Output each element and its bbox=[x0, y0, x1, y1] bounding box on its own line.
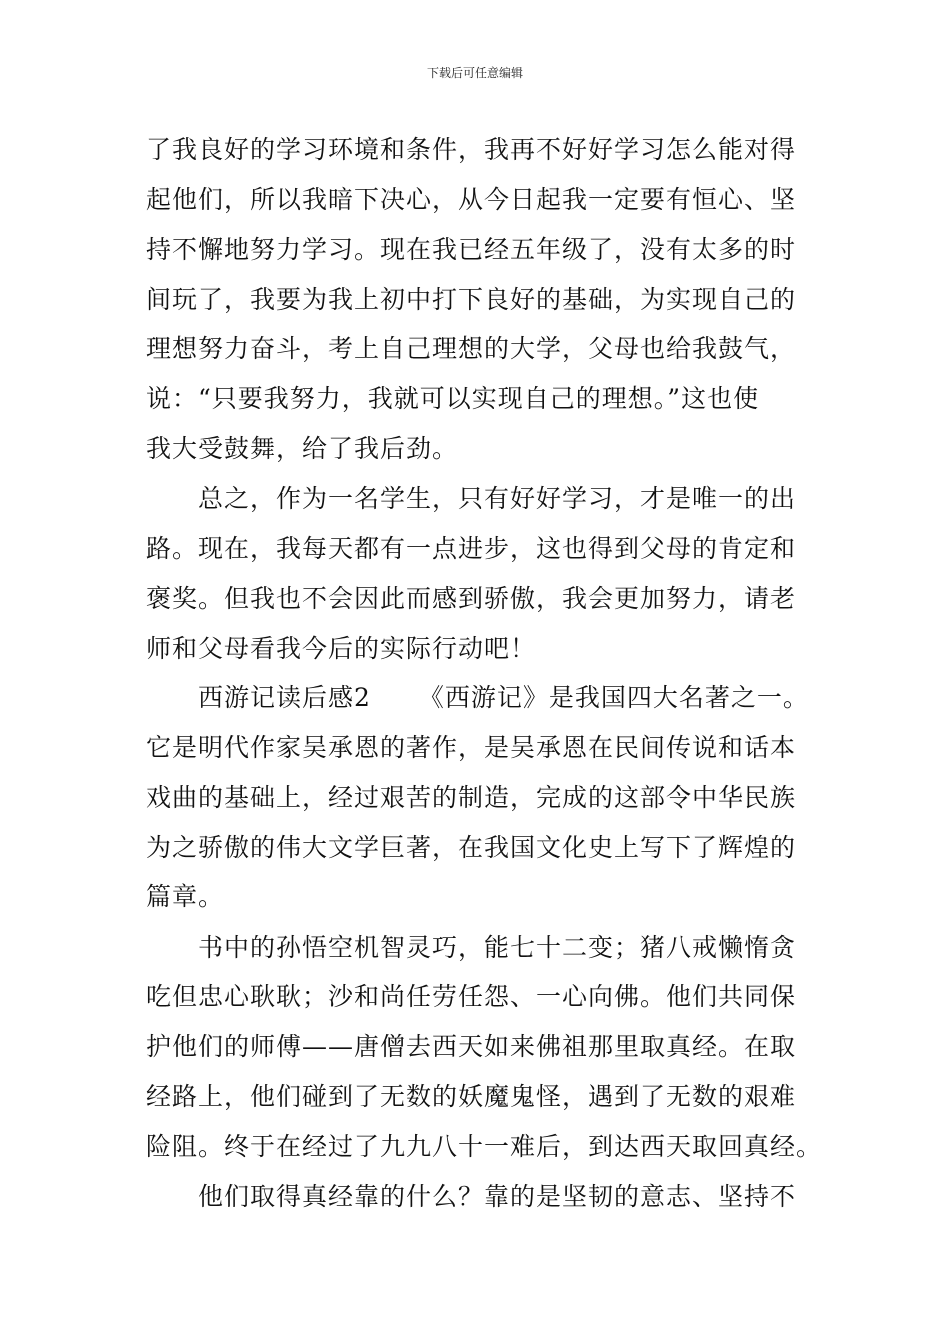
text-line: 了我良好的学习环境和条件，我再不好好学习怎么能对得 bbox=[146, 135, 797, 164]
text-line: 理想努力奋斗，考上自己理想的大学，父母也给我鼓气， bbox=[146, 334, 797, 363]
section-intro: 《西游记》是我国四大名著之一。 bbox=[418, 683, 809, 712]
text-line: 持不懈地努力学习。现在我已经五年级了，没有太多的时 bbox=[146, 235, 797, 264]
text-line: 间玩了，我要为我上初中打下良好的基础，为实现自己的 bbox=[146, 285, 797, 314]
text-line: 护他们的师傅——唐僧去西天如来佛祖那里取真经。在取 bbox=[146, 1032, 797, 1061]
text-line: 经路上，他们碰到了无数的妖魔鬼怪，遇到了无数的艰难 bbox=[146, 1082, 797, 1111]
paragraph-first-line: 总之，作为一名学生，只有好好学习，才是唯一的出 bbox=[198, 484, 797, 513]
text-line: 险阻。终于在经过了九九八十一难后，到达西天取回真经。 bbox=[146, 1132, 823, 1161]
text-line: 为之骄傲的伟大文学巨著，在我国文化史上写下了辉煌的 bbox=[146, 833, 797, 862]
text-line: 师和父母看我今后的实际行动吧！ bbox=[146, 634, 537, 663]
paragraph-first-line: 书中的孙悟空机智灵巧，能七十二变；猪八戒懒惰贪 bbox=[198, 933, 797, 962]
text-line: 说：“只要我努力，我就可以实现自己的理想。”这也使 bbox=[146, 384, 760, 413]
section-title: 西游记读后感2 bbox=[198, 683, 371, 712]
text-line: 起他们，所以我暗下决心，从今日起我一定要有恒心、坚 bbox=[146, 185, 797, 214]
text-line: 它是明代作家吴承恩的著作，是吴承恩在民间传说和话本 bbox=[146, 733, 797, 762]
page-header: 下载后可任意编辑 bbox=[426, 66, 523, 80]
text-line: 戏曲的基础上，经过艰苦的制造，完成的这部令中华民族 bbox=[146, 783, 797, 812]
text-line: 吃但忠心耿耿；沙和尚任劳任怨、一心向佛。他们共同保 bbox=[146, 982, 797, 1011]
section-title-line bbox=[198, 683, 809, 713]
text-line: 褒奖。但我也不会因此而感到骄傲，我会更加努力，请老 bbox=[146, 584, 797, 613]
text-line: 路。现在，我每天都有一点进步，这也得到父母的肯定和 bbox=[146, 534, 797, 563]
text-line: 我大受鼓舞，给了我后劲。 bbox=[146, 434, 459, 463]
paragraph-first-line: 他们取得真经靠的什么？靠的是坚韧的意志、坚持不 bbox=[198, 1182, 797, 1211]
text-line: 篇章。 bbox=[146, 882, 225, 911]
